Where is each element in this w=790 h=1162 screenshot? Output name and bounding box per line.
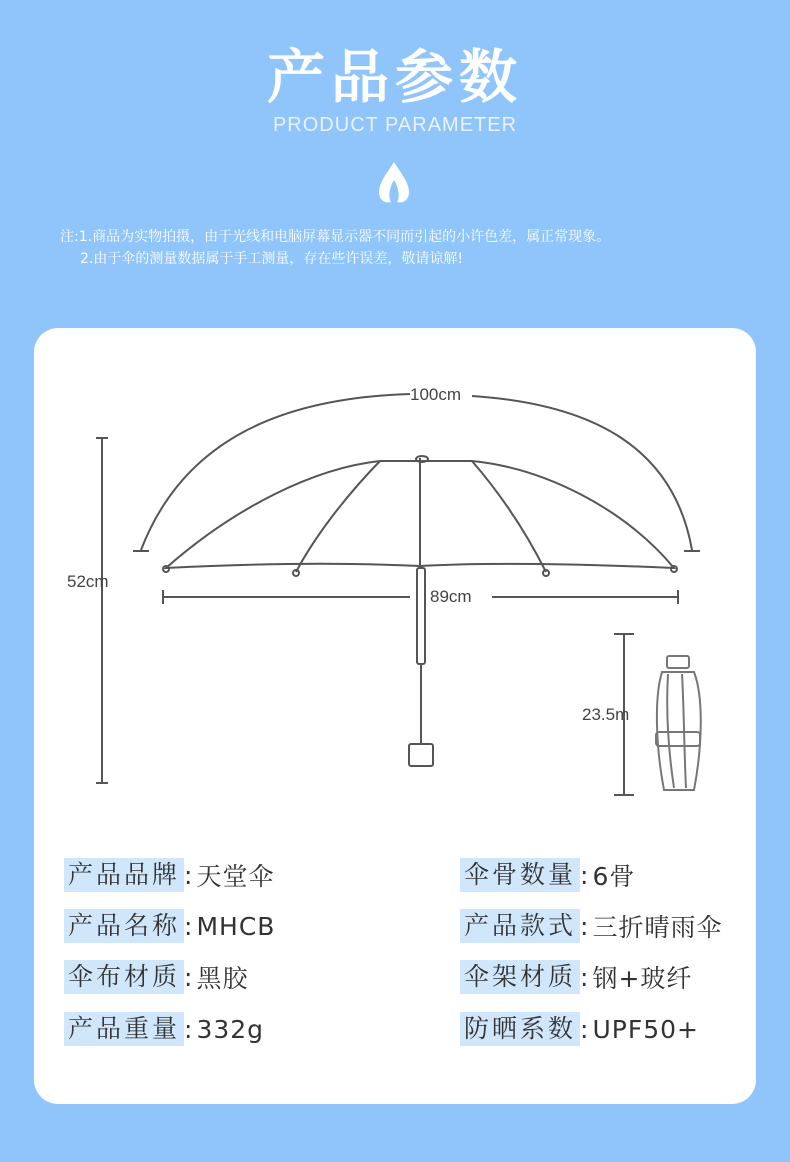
spec-fabric: 伞布材质 : 黑胶 (64, 960, 248, 994)
spec-frame: 伞架材质 : 钢+玻纤 (460, 960, 692, 994)
spec-key: 产品品牌 (64, 858, 184, 892)
spec-value: 黑胶 (196, 964, 249, 993)
spec-value: 6骨 (592, 862, 636, 891)
spec-key: 产品重量 (64, 1012, 184, 1046)
water-drop-icon (371, 158, 417, 208)
spec-value: 332g (196, 1014, 265, 1044)
spec-key: 伞骨数量 (460, 858, 580, 892)
spec-card (34, 328, 756, 1104)
notes (60, 226, 760, 270)
page-subtitle: PRODUCT PARAMETER (272, 114, 518, 136)
spec-style: 产品款式 : 三折晴雨伞 (460, 909, 722, 943)
spec-brand: 产品品牌 : 天堂伞 (64, 858, 274, 892)
spec-key: 伞布材质 (64, 960, 184, 994)
page-title: 产品参数 (266, 43, 523, 111)
folded-length-label: 23.5m (582, 705, 630, 724)
spec-name: 产品名称 : MHCB (64, 909, 275, 943)
height-label: 52cm (67, 572, 109, 591)
spec-value: 钢+玻纤 (592, 964, 693, 993)
spec-key: 产品名称 (64, 909, 184, 943)
spec-value: MHCB (196, 911, 276, 941)
umbrella-shaft (417, 568, 425, 664)
spec-weight: 产品重量 : 332g (64, 1012, 264, 1046)
spec-upf: 防晒系数 : UPF50+ (460, 1012, 699, 1046)
spec-value: 三折晴雨伞 (592, 913, 723, 942)
spec-value: 天堂伞 (196, 862, 275, 891)
spec-key: 伞架材质 (460, 960, 580, 994)
folded-umbrella (656, 656, 701, 790)
arc-label: 100cm (410, 385, 462, 404)
spec-value: UPF50+ (592, 1014, 699, 1044)
umbrella-diagram (34, 328, 756, 828)
spec-key: 产品款式 (460, 909, 580, 943)
spec-key: 防晒系数 (460, 1012, 580, 1046)
note-line-1: 注:1.商品为实物拍摄，由于光线和电脑屏幕显示器不同而引起的小许色差，属正常现象。 (60, 229, 611, 245)
span-label: 89cm (430, 587, 472, 606)
umbrella-handle (409, 744, 433, 766)
spec-rib-count: 伞骨数量 : 6骨 (460, 858, 635, 892)
note-line-2: 2.由于伞的测量数据属于手工测量，存在些许误差，敬请谅解! (80, 251, 463, 267)
